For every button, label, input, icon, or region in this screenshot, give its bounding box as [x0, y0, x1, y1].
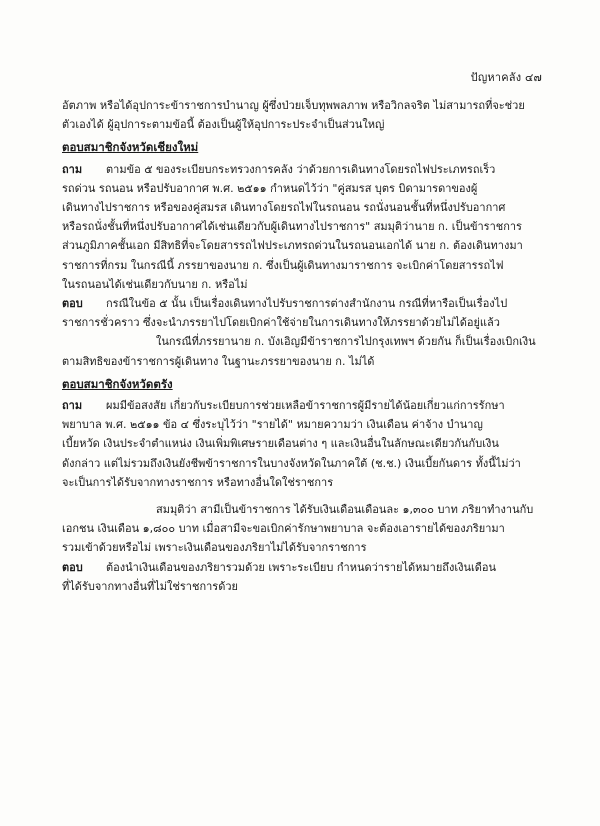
text-line: ตามข้อ ๕ ของระเบียบกระทรวงการคลัง ว่าด้วยการเดินทางโดยรถไฟประเภทรถเร็ว — [106, 162, 496, 176]
text-line: ส่วนภูมิภาคชั้นเอก มีสิทธิที่จะโดยสารรถไฟประเภทรถด่วนในรถนอนเอกได้ นาย ก. ต้องเดินทางมา — [62, 239, 523, 253]
text-line: อัตภาพ หรือได้อุปการะข้าราชการบำนาญ ผู้ซึ่งป่วยเจ็บทุพพลภาพ หรือวิกลจริต ไม่สามารถที่จะช่วย — [62, 99, 525, 112]
text-line: ตัวเองได้ ผู้อุปการะตามข้อนี้ ต้องเป็นผู้ให้อุปการะประจำเป็นส่วนใหญ่ — [62, 118, 385, 132]
answer-block-chiangmai — [62, 294, 562, 371]
intro-paragraph — [62, 96, 562, 134]
text-line: ราชการชั่วคราว ซึ่งจะนำภรรยาไปโดยเบิกค่าใช้จ่ายในการเดินทางให้ภรรยาด้วยไม่ได้อยู่แล้ว — [62, 316, 500, 330]
text-line: รถด่วน รถนอน หรือปรับอากาศ พ.ศ. ๒๕๑๑ กำหนดไว้ว่า "คู่สมรส บุตร บิดามารดาของผู้ — [62, 181, 478, 195]
question-block-chiangmai — [62, 160, 562, 294]
section-heading-chiangmai: ตอบสมาชิกจังหวัดเชียงใหม่ — [62, 140, 199, 155]
text-line: จะเป็นการได้รับจากทางราชการ หรือทางอื่นใดใช่ราชการ — [62, 475, 334, 489]
text-line: ที่ได้รับจากทางอื่นที่ไม่ใช่ราชการด้วย — [62, 579, 238, 593]
text-line: ผมมีข้อสงสัย เกี่ยวกับระเบียบการช่วยเหลือข้าราชการผู้มีรายได้น้อยเกี่ยวแก่การรักษา — [106, 399, 505, 413]
text-line: เบี้ยหวัด เงินประจำตำแหน่ง เงินเพิ่มพิเศษรายเดือนต่าง ๆ และเงินอื่นในลักษณะเดียวกันกับเงิน — [62, 437, 499, 451]
text-line: สมมุติว่า สามีเป็นข้าราชการ ได้รับเงินเดือนเดือนละ ๑,๓๐๐ บาท ภริยาทำงานกับ — [156, 503, 534, 517]
text-line: ต้องนำเงินเดือนของภริยารวมด้วย เพราะระเบียบ กำหนดว่ารายได้หมายถึงเงินเดือน — [106, 560, 497, 574]
page-header: ปัญหาคลัง ๔๗ — [470, 71, 542, 84]
question-block-trang — [62, 396, 562, 558]
question-label: ถาม — [62, 162, 83, 176]
text-line: เอกชน เงินเดือน ๑,๘๐๐ บาท เมื่อสามีจะขอเบิกค่ารักษาพยาบาล จะต้องเอารายได้ของภริยามา — [62, 522, 505, 536]
text-line: พยาบาล พ.ศ. ๒๕๑๑ ข้อ ๔ ซึ่งระบุไว้ว่า "รายได้" หมายความว่า เงินเดือน ค่าจ้าง บำนาญ — [62, 418, 483, 432]
question-label: ถาม — [62, 399, 83, 413]
text-line: ราชการที่กรม ในกรณีนี้ ภรรยาของนาย ก. ซึ่งเป็นผู้เดินทางมาราชการ จะเบิกค่าโดยสารรถไฟ — [62, 258, 504, 272]
text-line: กรณีในข้อ ๕ นั้น เป็นเรื่องเดินทางไปรับราชการต่างสำนักงาน กรณีที่หารือเป็นเรื่องไป — [106, 297, 508, 311]
text-line: รวมเข้าด้วยหรือไม่ เพราะเงินเดือนของภริยาไม่ได้รับจากราชการ — [62, 541, 367, 555]
answer-block-trang — [62, 558, 562, 596]
answer-label: ตอบ — [62, 560, 83, 574]
document-body — [62, 96, 562, 596]
answer-label: ตอบ — [62, 297, 83, 311]
text-line: ในกรณีที่ภรรยานาย ก. บังเอิญมีข้าราชการไปกรุงเทพฯ ด้วยกัน ก็เป็นเรื่องเบิกเงิน — [156, 335, 536, 349]
text-line: หรือรถนั่งชั้นที่หนึ่งปรับอากาศได้เช่นเดียวกับผู้เดินทางไปราชการ" สมมุติว่านาย ก. เป็นข้าราชการ — [62, 220, 522, 234]
section-heading-trang: ตอบสมาชิกจังหวัดตรัง — [62, 376, 173, 391]
text-line: ตามสิทธิของข้าราชการผู้เดินทาง ในฐานะภรรยาของนาย ก. ไม่ได้ — [62, 354, 375, 368]
text-line: ดังกล่าว แต่ไม่รวมถึงเงินยังชีพข้าราชการในบางจังหวัดในภาคใต้ (ช.ช.) เงินเบี้ยกันดาร ทั้งนี้ไม่ว่า — [62, 456, 521, 470]
text-line: เดินทางไปราชการ หรือของคู่สมรส เดินทางโดยรถไฟในรถนอน รถนั่งนอนชั้นที่หนึ่งปรับอากาศ — [62, 201, 506, 215]
text-line: ในรถนอนได้เช่นเดียวกับนาย ก. หรือไม่ — [62, 277, 248, 291]
